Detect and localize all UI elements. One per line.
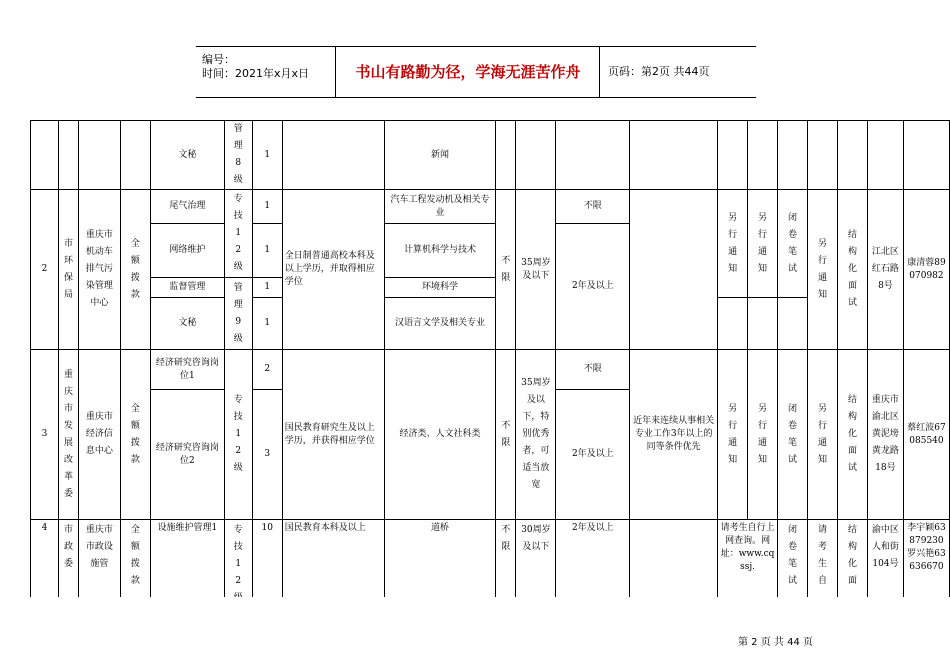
- cond-4: 另行通知: [808, 350, 838, 520]
- unit-name: 重庆市市政设施管: [78, 520, 120, 610]
- work-years: 不限: [556, 190, 630, 224]
- post-major: 新闻: [384, 121, 496, 190]
- post-major: 汽车工程发动机及相关专业: [384, 190, 496, 224]
- row-number: 2: [31, 190, 59, 350]
- post-category: 管理9级: [224, 278, 252, 350]
- post-major: 经济类、人文社科类: [384, 350, 496, 520]
- department: 重庆市发展改革委: [58, 350, 78, 520]
- contact: 蔡红波67085540: [903, 350, 949, 520]
- cond-4: 另行通知: [808, 190, 838, 350]
- age: 35周岁及以下，特别优秀者，可适当放宽: [516, 350, 556, 520]
- page-footer: 第 2 页 共 44 页: [738, 637, 813, 648]
- post-count: 2: [252, 350, 282, 390]
- post-major: 汉语言文学及相关专业: [384, 298, 496, 350]
- department: 市政委: [58, 520, 78, 610]
- work-years: 不限: [556, 350, 630, 390]
- age: 35周岁及以下: [516, 190, 556, 350]
- cond-5: 结构化面试: [837, 190, 867, 350]
- funding: 全额拨款: [120, 190, 150, 350]
- row-number: 4: [31, 520, 59, 610]
- page-header: [196, 46, 756, 98]
- post-category: 专技12级: [224, 190, 252, 278]
- work-years: 2年及以上: [556, 224, 630, 350]
- time-label: 时间：2021年x月x日: [202, 67, 310, 80]
- unit-name: 重庆市经济信息中心: [78, 350, 120, 520]
- address: 江北区红石路8号: [867, 190, 903, 350]
- post-name: 网络维护: [150, 224, 224, 278]
- post-name: 经济研究咨询岗位2: [150, 390, 224, 520]
- cond-1: 另行通知: [718, 190, 748, 298]
- page-label: 页码：第2页 共44页: [608, 65, 710, 78]
- other-conditions: 近年来连续从事相关专业工作3年以上的同等条件优先: [630, 350, 718, 520]
- education: 全日制普通高校本科及以上学历，并取得相应学位: [282, 190, 384, 350]
- cond-4: 请考生自: [808, 520, 838, 610]
- post-major: 道桥: [384, 520, 496, 610]
- post-count: 1: [252, 121, 282, 190]
- cond-3: 闭卷笔试: [778, 190, 808, 298]
- department: 市环保局: [58, 190, 78, 350]
- cond-1-2: 请考生自行上网查询。网址：www.cqssj.: [718, 520, 778, 610]
- table-row: [31, 190, 950, 224]
- post-name: 设施维护管理1: [150, 520, 224, 610]
- post-count: 1: [252, 298, 282, 350]
- cond-1: 另行通知: [718, 350, 748, 520]
- cond-2: 另行通知: [748, 350, 778, 520]
- post-category: 专技12级: [224, 350, 252, 520]
- work-years: 2年及以上: [556, 390, 630, 520]
- cond-2: 另行通知: [748, 190, 778, 298]
- post-count: 3: [252, 390, 282, 520]
- post-name: 文秘: [150, 298, 224, 350]
- cond-3: 闭卷笔试: [778, 350, 808, 520]
- unit-name: 重庆市机动车排气污染管理中心: [78, 190, 120, 350]
- post-category: 管理8级: [224, 121, 252, 190]
- post-count: 1: [252, 190, 282, 224]
- post-major: 计算机科学与技术: [384, 224, 496, 278]
- cond-5: 结构化面试: [837, 350, 867, 520]
- table-row: [31, 121, 950, 190]
- education: 国民教育研究生及以上学历，并获得相应学位: [282, 350, 384, 520]
- post-major: 环境科学: [384, 278, 496, 298]
- post-category: 专技12: [224, 520, 252, 610]
- row-number: 3: [31, 350, 59, 520]
- recruitment-table: [30, 120, 950, 610]
- education: 国民教育本科及以上: [282, 520, 384, 610]
- post-name: 经济研究咨询岗位1: [150, 350, 224, 390]
- post-count: 1: [252, 278, 282, 298]
- post-count: 10: [252, 520, 282, 610]
- cond-3: 闭卷笔试: [778, 520, 808, 610]
- work-years: 2年及以上: [556, 520, 630, 610]
- party: 不限: [496, 190, 516, 350]
- funding: 全额拨款: [120, 350, 150, 520]
- cond-5: 结构化面: [837, 520, 867, 610]
- post-count: 1: [252, 224, 282, 278]
- table-row: [31, 350, 950, 390]
- contact: 李宇颖63879230罗兴艳63636670: [903, 520, 949, 610]
- address: 重庆市渝北区黄泥塝黄龙路18号: [867, 350, 903, 520]
- number-label: 编号：: [202, 53, 235, 66]
- contact: 康清蓉89070982: [903, 190, 949, 350]
- party: 不限: [496, 350, 516, 520]
- table-row: [31, 520, 950, 610]
- post-name: 监督管理: [150, 278, 224, 298]
- post-name: 文秘: [150, 121, 224, 190]
- address: 渝中区人和街104号: [867, 520, 903, 610]
- motto: 书山有路勤为径，学海无涯苦作舟: [337, 47, 600, 97]
- party: 不限: [496, 520, 516, 610]
- age: 30周岁及以下: [516, 520, 556, 610]
- post-name: 尾气治理: [150, 190, 224, 224]
- funding: 全额拨款: [120, 520, 150, 610]
- header-meta: [196, 47, 336, 97]
